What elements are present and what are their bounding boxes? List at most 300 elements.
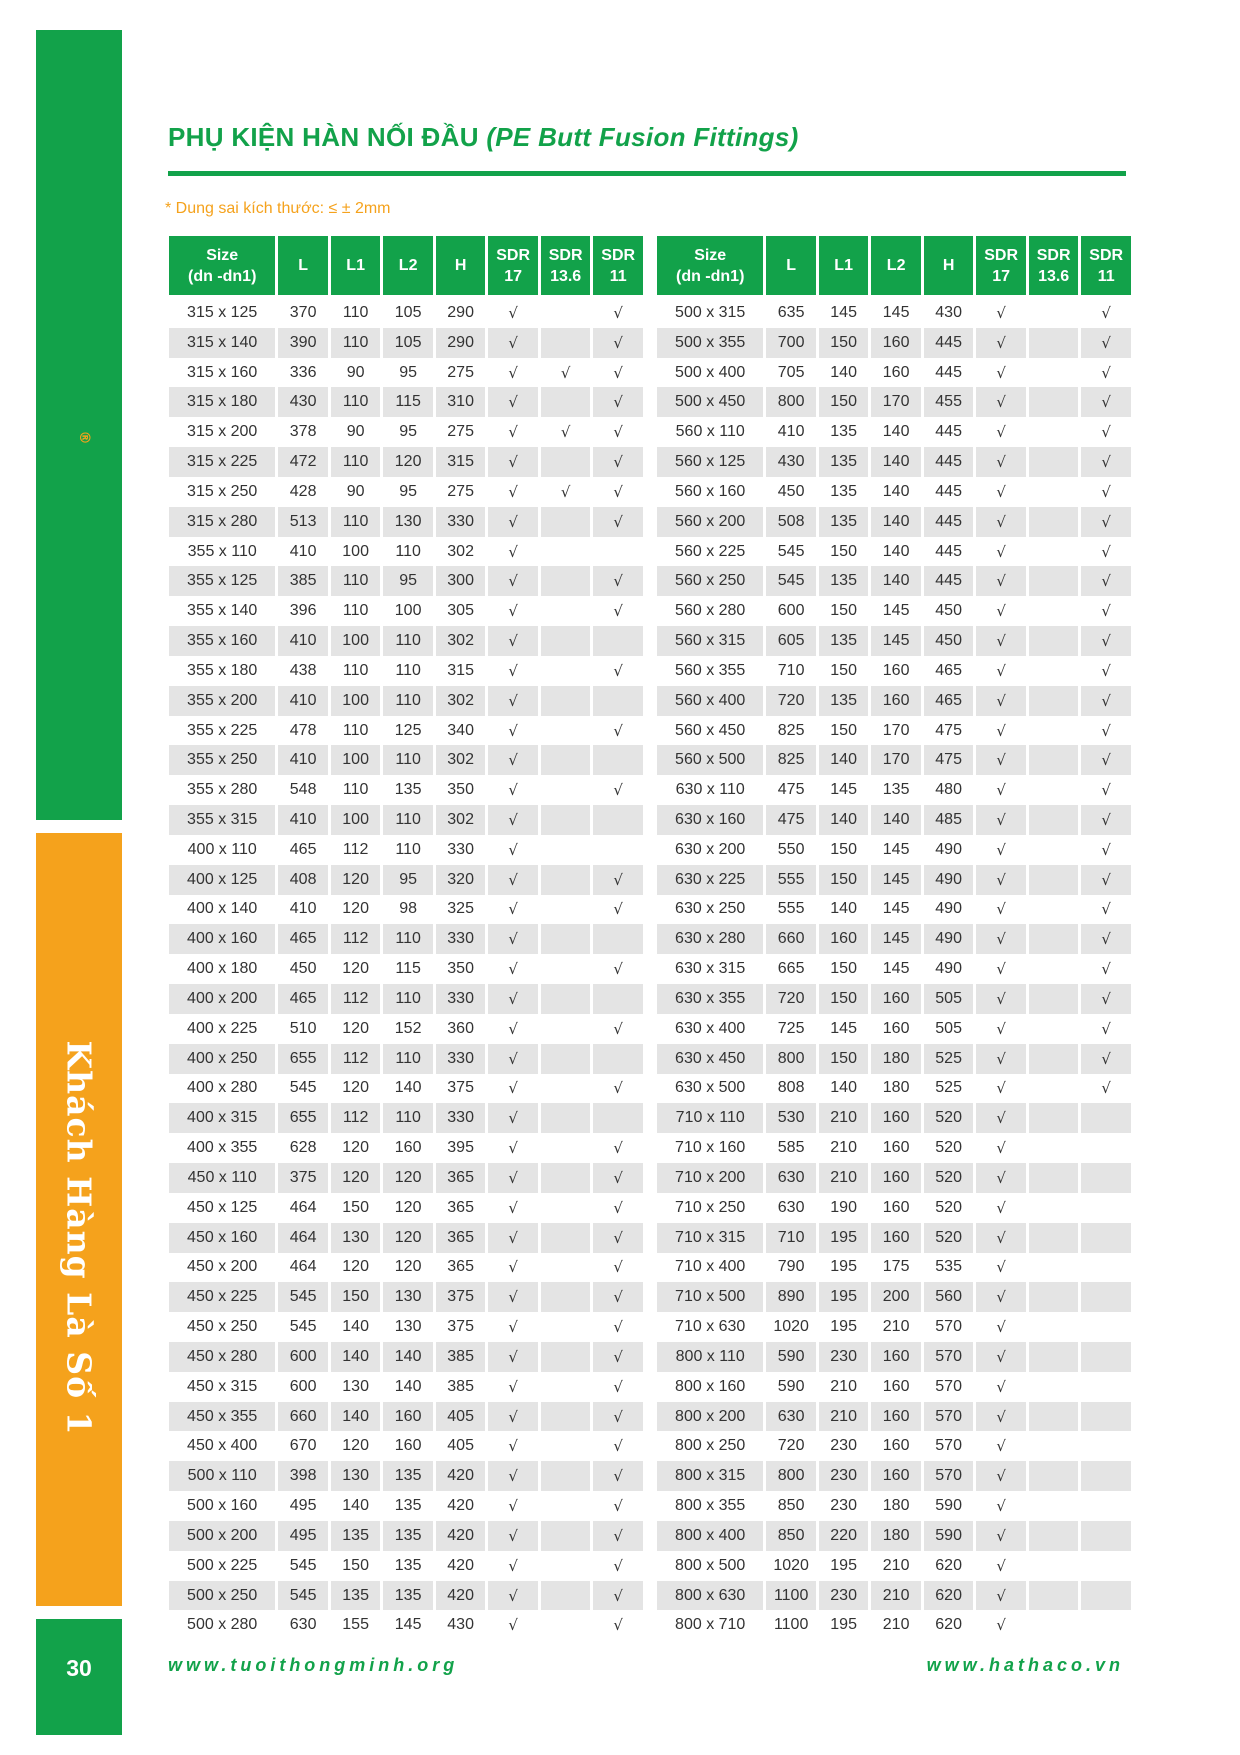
cell-size: 355 x 225 — [187, 721, 258, 739]
cell-size: 560 x 225 — [675, 542, 746, 560]
cell-size: 450 x 280 — [169, 1342, 275, 1372]
cell-h: 520 — [924, 1163, 974, 1193]
table-row — [657, 626, 1131, 656]
cell-size: 400 x 160 — [169, 924, 275, 954]
cell-h: 620 — [935, 1616, 962, 1634]
cell-sdr11 — [1081, 1193, 1131, 1223]
cell-l: 600 — [777, 602, 805, 620]
cell-h: 275 — [447, 363, 474, 381]
cell-h: 330 — [436, 984, 486, 1014]
cell-size: 355 x 250 — [169, 745, 275, 775]
cell-l1: 195 — [830, 1616, 857, 1634]
cell-size: 450 x 225 — [169, 1282, 275, 1312]
cell-size: 500 x 110 — [169, 1461, 275, 1491]
cell-h: 330 — [436, 507, 486, 537]
cell-sdr13-6 — [1029, 1402, 1079, 1432]
cell-size: 560 x 280 — [675, 602, 746, 620]
table-row — [657, 835, 1131, 865]
cell-l: 660 — [766, 924, 816, 954]
cell-l1: 210 — [819, 1163, 869, 1193]
cell-sdr17: √ — [976, 1342, 1026, 1372]
cell-l: 1020 — [773, 1318, 809, 1336]
table-row — [657, 566, 1131, 596]
cell-l2: 160 — [871, 984, 921, 1014]
cell-sdr11 — [1081, 1163, 1131, 1193]
table-row — [657, 1014, 1131, 1044]
cell-l: 630 — [766, 1402, 816, 1432]
cell-h: 375 — [436, 1282, 486, 1312]
cell-l1: 110 — [331, 447, 381, 477]
cell-sdr13-6 — [541, 954, 591, 984]
cell-h: 330 — [436, 1044, 486, 1074]
cell-l2: 160 — [882, 1019, 910, 1037]
table-row — [657, 775, 1131, 805]
cell-size: 630 x 160 — [657, 805, 763, 835]
cell-l2: 140 — [871, 447, 921, 477]
cell-h: 275 — [447, 423, 474, 441]
cell-l2: 170 — [871, 387, 921, 417]
cell-sdr13-6 — [541, 775, 591, 805]
cell-l1: 140 — [830, 363, 857, 381]
cell-l1: 100 — [331, 686, 381, 716]
cell-sdr17: √ — [996, 1437, 1006, 1456]
cell-l2: 135 — [383, 1521, 433, 1551]
cell-sdr11: √ — [593, 507, 643, 537]
cell-l2: 110 — [383, 686, 433, 716]
cell-l1: 195 — [819, 1223, 869, 1253]
col-sdr13-6: SDR 13.6 — [1029, 236, 1079, 298]
cell-l1: 110 — [342, 602, 369, 620]
cell-sdr13-6 — [1029, 1372, 1079, 1402]
cell-sdr13-6 — [541, 1074, 591, 1104]
cell-sdr11: √ — [1101, 363, 1111, 382]
cell-size: 450 x 315 — [187, 1377, 258, 1395]
cell-sdr11: √ — [593, 1521, 643, 1551]
cell-size: 560 x 500 — [657, 745, 763, 775]
table-row — [169, 775, 643, 805]
table-row — [169, 417, 643, 447]
cell-l2: 135 — [882, 781, 910, 799]
cell-sdr17: √ — [508, 721, 518, 740]
table-row — [657, 1074, 1131, 1104]
cell-l1: 195 — [830, 1556, 857, 1574]
cell-sdr17: √ — [508, 661, 518, 680]
cell-size: 630 x 280 — [657, 924, 763, 954]
cell-l: 1100 — [766, 1581, 816, 1611]
cell-l1: 110 — [331, 566, 381, 596]
table-row — [169, 716, 643, 746]
cell-l1: 155 — [342, 1616, 369, 1634]
cell-size: 500 x 450 — [657, 387, 763, 417]
table-row — [169, 805, 643, 835]
cell-sdr11 — [1081, 1372, 1131, 1402]
cell-sdr17: √ — [996, 900, 1006, 919]
cell-l2: 145 — [882, 960, 910, 978]
cell-sdr13-6 — [541, 1044, 591, 1074]
cell-size: 315 x 250 — [187, 482, 258, 500]
cell-sdr11 — [593, 686, 643, 716]
cell-sdr11 — [1081, 1402, 1131, 1432]
cell-h: 620 — [924, 1581, 974, 1611]
cell-sdr11: √ — [1081, 805, 1131, 835]
cell-size: 355 x 180 — [187, 661, 258, 679]
cell-sdr13-6 — [1029, 835, 1079, 865]
title-divider — [168, 171, 1126, 176]
cell-l2: 160 — [882, 1377, 910, 1395]
cell-sdr17: √ — [996, 1198, 1006, 1217]
cell-sdr11: √ — [613, 1497, 623, 1516]
cell-sdr17: √ — [508, 423, 518, 442]
cell-sdr13-6 — [541, 507, 591, 537]
cell-sdr17: √ — [996, 1079, 1006, 1098]
cell-size: 710 x 630 — [675, 1318, 746, 1336]
cell-sdr13-6 — [1029, 1521, 1079, 1551]
cell-size: 450 x 250 — [187, 1318, 258, 1336]
cell-h: 590 — [935, 1497, 962, 1515]
cell-h: 325 — [447, 900, 474, 918]
cell-l1: 150 — [819, 387, 869, 417]
cell-l2: 110 — [383, 1103, 433, 1133]
cell-sdr13-6 — [541, 835, 591, 865]
cell-l: 410 — [289, 542, 317, 560]
cell-sdr13-6 — [1029, 954, 1079, 984]
cell-l2: 210 — [882, 1616, 910, 1634]
cell-sdr17: √ — [508, 1497, 518, 1516]
cell-sdr13-6 — [1029, 447, 1079, 477]
cell-size: 630 x 355 — [657, 984, 763, 1014]
cell-sdr13-6 — [541, 1610, 591, 1640]
cell-sdr11 — [1081, 1521, 1131, 1551]
cell-sdr17: √ — [488, 1044, 538, 1074]
cell-l2: 175 — [882, 1258, 910, 1276]
cell-l1: 110 — [342, 781, 369, 799]
cell-sdr11: √ — [1101, 482, 1111, 501]
cell-sdr11: √ — [1101, 840, 1111, 859]
cell-sdr13-6 — [541, 387, 591, 417]
cell-l2: 130 — [383, 507, 433, 537]
cell-h: 445 — [935, 423, 962, 441]
cell-h: 535 — [935, 1258, 962, 1276]
cell-sdr11: √ — [593, 1461, 643, 1491]
cell-sdr11 — [1081, 1461, 1131, 1491]
cell-sdr17: √ — [996, 1377, 1006, 1396]
col-sdr17: SDR 17 — [976, 236, 1026, 298]
cell-sdr17: √ — [508, 1616, 518, 1635]
cell-l2: 160 — [871, 1163, 921, 1193]
cell-l2: 95 — [399, 423, 418, 441]
cell-l: 410 — [278, 626, 328, 656]
cell-l1: 220 — [819, 1521, 869, 1551]
table-row — [169, 298, 643, 328]
cell-l2: 210 — [871, 1581, 921, 1611]
cell-l: 545 — [777, 542, 805, 560]
cell-l: 720 — [777, 1437, 805, 1455]
cell-l: 710 — [766, 1223, 816, 1253]
cell-l2: 160 — [394, 1437, 422, 1455]
cell-h: 365 — [447, 1198, 474, 1216]
cell-sdr17: √ — [488, 1223, 538, 1253]
cell-l: 450 — [289, 960, 317, 978]
cell-sdr13-6 — [1029, 1342, 1079, 1372]
cell-size: 560 x 400 — [657, 686, 763, 716]
cell-sdr11: √ — [593, 1223, 643, 1253]
cell-l1: 195 — [819, 1282, 869, 1312]
cell-l1: 210 — [830, 1139, 857, 1157]
cell-size: 500 x 355 — [657, 328, 763, 358]
table-row — [657, 328, 1131, 358]
cell-l1: 120 — [342, 900, 369, 918]
cell-l: 410 — [278, 686, 328, 716]
cell-l: 710 — [777, 661, 805, 679]
cell-size: 710 x 110 — [657, 1103, 763, 1133]
cell-h: 350 — [447, 960, 474, 978]
cell-size: 800 x 160 — [675, 1377, 746, 1395]
cell-h: 520 — [924, 1223, 974, 1253]
cell-l1: 120 — [342, 1139, 369, 1157]
table-row — [657, 954, 1131, 984]
cell-l: 430 — [766, 447, 816, 477]
cell-l1: 112 — [331, 924, 381, 954]
cell-sdr13-6 — [1029, 745, 1079, 775]
cell-sdr17: √ — [508, 1258, 518, 1277]
cell-sdr13-6 — [1029, 1163, 1079, 1193]
cell-sdr17: √ — [976, 1103, 1026, 1133]
cell-sdr13-6 — [1029, 924, 1079, 954]
cell-l2: 110 — [395, 542, 421, 560]
cell-l2: 110 — [383, 626, 433, 656]
cell-l2: 100 — [394, 602, 422, 620]
cell-l1: 120 — [331, 865, 381, 895]
table-row — [169, 1163, 643, 1193]
cell-sdr17: √ — [508, 781, 518, 800]
cell-size: 560 x 110 — [675, 423, 745, 441]
cell-l: 590 — [777, 1377, 805, 1395]
cell-l: 660 — [278, 1402, 328, 1432]
cell-sdr13-6 — [1029, 417, 1079, 447]
cell-sdr11 — [593, 745, 643, 775]
cell-sdr17: √ — [996, 1497, 1006, 1516]
cell-sdr13-6 — [1029, 358, 1079, 388]
cell-sdr17: √ — [976, 626, 1026, 656]
cell-sdr11: √ — [613, 1258, 623, 1277]
cell-sdr17: √ — [508, 1079, 518, 1098]
cell-l1: 110 — [331, 387, 381, 417]
col-size: Size (dn -dn1) — [657, 236, 763, 298]
cell-l: 513 — [278, 507, 328, 537]
cell-l2: 170 — [871, 745, 921, 775]
cell-sdr11: √ — [593, 447, 643, 477]
cell-sdr13-6 — [1029, 1253, 1079, 1283]
cell-sdr11 — [1081, 1491, 1131, 1521]
table-row — [169, 1223, 643, 1253]
table-row — [657, 924, 1131, 954]
table-row — [169, 1521, 643, 1551]
cell-sdr13-6 — [1029, 686, 1079, 716]
cell-h: 302 — [436, 745, 486, 775]
cell-l2: 160 — [871, 1223, 921, 1253]
cell-h: 450 — [935, 602, 962, 620]
table-row — [657, 417, 1131, 447]
cell-l1: 145 — [830, 781, 857, 799]
cell-l: 800 — [766, 387, 816, 417]
footer-website-right[interactable]: www.hathaco.vn — [926, 1655, 1124, 1675]
cell-l: 464 — [289, 1258, 317, 1276]
cell-sdr17: √ — [488, 1163, 538, 1193]
table-row — [169, 1372, 643, 1402]
cell-l1: 112 — [331, 984, 381, 1014]
table-row — [169, 328, 643, 358]
cell-sdr17: √ — [488, 745, 538, 775]
cell-sdr13-6 — [541, 1402, 591, 1432]
cell-sdr11: √ — [1081, 686, 1131, 716]
table-row — [657, 1342, 1131, 1372]
cell-size: 355 x 315 — [169, 805, 275, 835]
cell-h: 520 — [924, 1103, 974, 1133]
cell-l2: 110 — [383, 1044, 433, 1074]
cell-l2: 105 — [394, 303, 422, 321]
cell-sdr11 — [593, 984, 643, 1014]
cell-h: 505 — [935, 1019, 962, 1037]
cell-h: 385 — [447, 1377, 474, 1395]
cell-h: 520 — [935, 1198, 962, 1216]
table-row — [169, 835, 643, 865]
cell-size: 315 x 280 — [169, 507, 275, 537]
cell-sdr11: √ — [593, 328, 643, 358]
cell-l2: 145 — [394, 1616, 422, 1634]
cell-sdr17: √ — [508, 1437, 518, 1456]
cell-size: 500 x 225 — [187, 1556, 258, 1574]
cell-h: 450 — [924, 626, 974, 656]
cell-l1: 190 — [830, 1198, 857, 1216]
cell-sdr11: √ — [613, 482, 623, 501]
cell-size: 450 x 355 — [169, 1402, 275, 1432]
cell-sdr11 — [1081, 1551, 1131, 1581]
cell-h: 290 — [447, 303, 474, 321]
cell-l: 396 — [289, 602, 317, 620]
cell-l: 605 — [766, 626, 816, 656]
cell-sdr17: √ — [508, 840, 518, 859]
table-row — [657, 477, 1131, 507]
cell-sdr11: √ — [613, 363, 623, 382]
cell-l1: 150 — [830, 840, 857, 858]
cell-sdr11 — [593, 1044, 643, 1074]
table-row — [657, 1372, 1131, 1402]
cell-h: 480 — [935, 781, 962, 799]
cell-size: 710 x 250 — [675, 1198, 746, 1216]
col-sdr11: SDR 11 — [593, 236, 643, 298]
cell-sdr11: √ — [613, 721, 623, 740]
cell-size: 630 x 500 — [675, 1079, 746, 1097]
cell-sdr11: √ — [613, 423, 623, 442]
cell-h: 305 — [447, 602, 474, 620]
cell-sdr17: √ — [508, 1139, 518, 1158]
col-l1: L1 — [819, 236, 869, 298]
cell-l2: 135 — [383, 1581, 433, 1611]
cell-h: 365 — [436, 1223, 486, 1253]
cell-l: 1100 — [773, 1616, 809, 1634]
cell-h: 570 — [924, 1342, 974, 1372]
cell-l1: 140 — [819, 745, 869, 775]
cell-sdr13-6: √ — [560, 423, 571, 442]
cell-size: 400 x 355 — [187, 1139, 258, 1157]
cell-size: 400 x 180 — [187, 960, 258, 978]
cell-l2: 125 — [394, 721, 422, 739]
cell-size: 400 x 280 — [187, 1079, 258, 1097]
cell-size: 400 x 140 — [187, 900, 258, 918]
cell-l2: 95 — [399, 363, 418, 381]
cell-size: 400 x 110 — [187, 840, 257, 858]
cell-l1: 120 — [331, 1163, 381, 1193]
table-row — [169, 387, 643, 417]
cell-l1: 135 — [819, 447, 869, 477]
cell-sdr13-6 — [1029, 537, 1079, 567]
cell-sdr17: √ — [508, 900, 518, 919]
cell-size: 560 x 125 — [657, 447, 763, 477]
cell-h: 465 — [924, 686, 974, 716]
cell-sdr13-6 — [1029, 298, 1079, 328]
cell-h: 490 — [935, 900, 962, 918]
cell-h: 570 — [935, 1377, 962, 1395]
cell-l2: 140 — [882, 482, 910, 500]
table-row — [657, 387, 1131, 417]
cell-size: 630 x 250 — [675, 900, 746, 918]
cell-sdr13-6 — [1029, 984, 1079, 1014]
cell-size: 560 x 355 — [675, 661, 746, 679]
cell-l: 410 — [777, 423, 805, 441]
cell-l2: 110 — [383, 745, 433, 775]
cell-sdr13-6 — [541, 328, 591, 358]
cell-l: 630 — [289, 1616, 317, 1634]
cell-l2: 120 — [394, 1198, 422, 1216]
cell-l2: 210 — [882, 1318, 910, 1336]
cell-l1: 100 — [331, 745, 381, 775]
cell-sdr17: √ — [488, 984, 538, 1014]
cell-size: 500 x 315 — [675, 303, 746, 321]
cell-size: 355 x 110 — [187, 542, 257, 560]
cell-sdr17: √ — [488, 1282, 538, 1312]
cell-sdr17: √ — [488, 1402, 538, 1432]
cell-l: 800 — [766, 1461, 816, 1491]
cell-sdr13-6 — [541, 1551, 591, 1581]
cell-l1: 135 — [819, 686, 869, 716]
table-row — [169, 1014, 643, 1044]
page-number-box — [36, 1619, 122, 1735]
cell-sdr13-6 — [541, 805, 591, 835]
cell-sdr11 — [1081, 1581, 1131, 1611]
cell-size: 630 x 200 — [675, 840, 746, 858]
table-row — [169, 1491, 643, 1521]
cell-l: 510 — [289, 1019, 317, 1037]
col-l1: L1 — [331, 236, 381, 298]
cell-l: 825 — [766, 745, 816, 775]
cell-size: 500 x 250 — [169, 1581, 275, 1611]
cell-sdr11: √ — [613, 602, 623, 621]
cell-h: 520 — [935, 1139, 962, 1157]
table-row — [657, 1402, 1131, 1432]
cell-size: 710 x 200 — [657, 1163, 763, 1193]
footer-website-left[interactable]: www.tuoithongminh.org — [168, 1655, 459, 1675]
cell-sdr11: √ — [613, 1139, 623, 1158]
cell-l2: 110 — [395, 840, 421, 858]
cell-h: 570 — [924, 1402, 974, 1432]
table-row — [657, 656, 1131, 686]
cell-sdr11: √ — [593, 865, 643, 895]
cell-size: 315 x 160 — [187, 363, 258, 381]
cell-size: 630 x 225 — [657, 865, 763, 895]
cell-l2: 120 — [394, 1258, 422, 1276]
cell-h: 405 — [447, 1437, 474, 1455]
col-l2: L2 — [871, 236, 921, 298]
